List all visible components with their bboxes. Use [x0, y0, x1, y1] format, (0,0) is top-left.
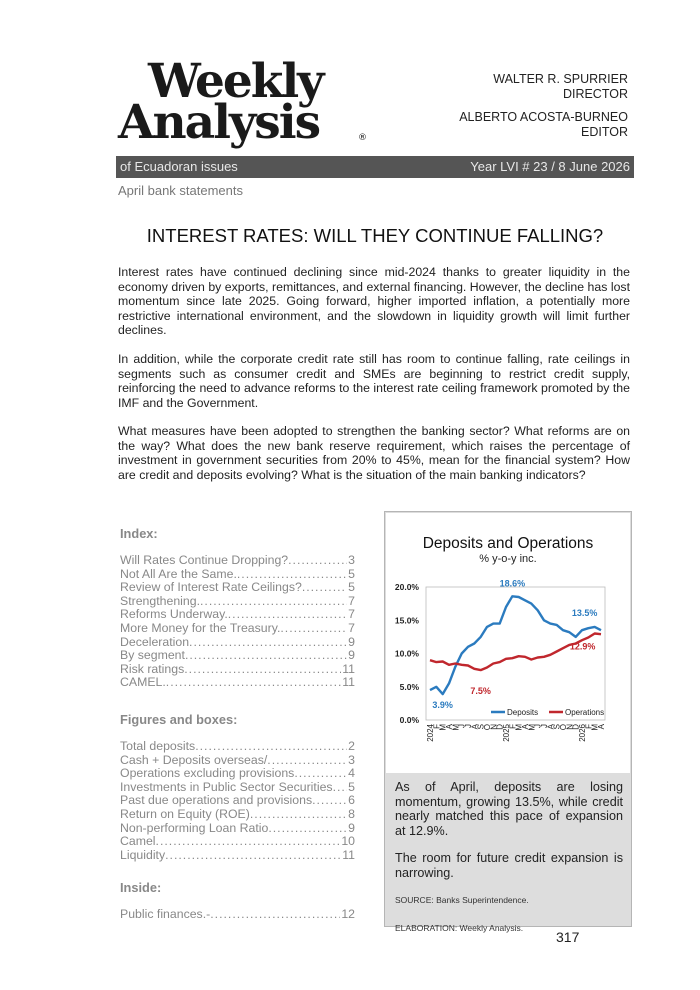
x-tick-label: 2025	[502, 724, 511, 742]
index-entry	[120, 636, 355, 650]
index-leader-dots	[312, 794, 347, 808]
logo-weekly: Weekly	[148, 54, 323, 109]
index-entry-title: Non-performing Loan Ratio	[120, 821, 269, 835]
data-label: 7.5%	[470, 686, 491, 697]
index-leader-dots	[280, 622, 347, 636]
index-leader-dots	[294, 767, 347, 781]
index-entry-page: 3	[348, 753, 355, 767]
index-entry-page: 5	[348, 581, 355, 595]
box-paragraph: The room for future credit expansion is narrowing.	[395, 851, 623, 880]
index-entry-page: 11	[342, 848, 355, 862]
x-tick-label: N	[565, 724, 575, 730]
index-entry	[120, 595, 355, 609]
index-entry-page: 6	[348, 794, 355, 808]
index-entry-page: 9	[348, 635, 355, 649]
x-tick-label: A	[597, 724, 606, 730]
index-entry	[120, 649, 355, 663]
x-tick-label: F	[584, 724, 594, 729]
y-tick-label: 10.0%	[394, 648, 419, 659]
index-entry-page: 8	[348, 807, 355, 821]
x-tick-label: S	[552, 724, 562, 730]
figures-heading: Figures and boxes:	[120, 712, 238, 727]
index-entry-page: 5	[348, 780, 355, 794]
chart-box	[384, 511, 632, 933]
index-entry-title: Public finances.-	[120, 908, 211, 921]
index-entry	[120, 581, 355, 595]
x-tick-label: F	[432, 724, 442, 729]
issue-info: Year LVI # 23 / 8 June 2026	[470, 159, 630, 174]
editor-name: ALBERTO ACOSTA-BURNEO	[459, 110, 628, 124]
director-role: DIRECTOR	[562, 87, 628, 101]
index-entry	[120, 908, 355, 922]
index-entry	[120, 622, 355, 636]
x-tick-label: J	[533, 724, 543, 728]
x-tick-label: 2024	[426, 724, 435, 742]
index-leader-dots	[165, 849, 341, 863]
deposits-operations-chart	[386, 513, 630, 773]
index-entry	[120, 608, 355, 622]
x-tick-label: A	[546, 724, 556, 730]
x-tick-label: N	[489, 724, 499, 730]
index-entry-title: Strengthening.	[120, 594, 200, 608]
index-heading: Index:	[120, 526, 158, 541]
index-entry-page: 7	[348, 608, 355, 622]
x-tick-label: J	[464, 724, 473, 728]
legend-label: Deposits	[507, 708, 539, 717]
index-entry-title: Investments in Public Sector Securities	[120, 780, 333, 794]
y-tick-label: 0.0%	[399, 715, 419, 725]
index-entry	[120, 822, 355, 836]
index-entry-title: Not All Are the Same.	[120, 567, 237, 581]
index-entry-page: 4	[348, 767, 355, 781]
x-tick-label: 2026	[578, 724, 587, 742]
logo-analysis: Analysis	[118, 95, 320, 150]
registered-mark: ®	[358, 133, 367, 143]
box-text	[395, 780, 623, 948]
index-entry	[120, 794, 355, 808]
index-entry-title: Past due operations and provisions	[120, 794, 313, 808]
index-entry	[120, 740, 355, 754]
index-leader-dots	[185, 649, 347, 663]
index-leader-dots	[195, 740, 347, 754]
index-entry-page: 3	[348, 554, 355, 567]
chart-subtitle: % y-o-y inc.	[479, 553, 537, 565]
x-tick-label: M	[527, 724, 537, 731]
series-line-operations	[430, 634, 601, 671]
index-entry	[120, 808, 355, 822]
index-entry-page: 9	[348, 649, 355, 663]
figures-list	[120, 740, 355, 862]
box-source: SOURCE: Banks Superintendence.	[395, 895, 529, 905]
article-paragraph: In addition, while the corporate credit rate still has room to continue falling, rate ceilings in segments such as consumer credit and SMEs are beginning to restrict credit supply, reinforcing the need to advance reforms to the interest rate ceiling framework promoted by the IMF and the Government.	[118, 352, 630, 410]
index-entry	[120, 554, 355, 568]
index-entry	[120, 754, 355, 768]
publication-subtitle: of Ecuadoran issues	[120, 159, 238, 174]
x-tick-label: M	[451, 724, 461, 731]
index-leader-dots	[210, 908, 340, 922]
x-tick-label: M	[590, 724, 600, 731]
article-headline: INTEREST RATES: WILL THEY CONTINUE FALLING?	[146, 225, 604, 246]
index-entry-title: Return on Equity (ROE)	[120, 807, 250, 821]
index-leader-dots	[288, 554, 347, 568]
staff-editor	[459, 110, 628, 140]
index-entry	[120, 835, 355, 849]
issue-bar	[116, 156, 634, 178]
x-tick-label: J	[457, 724, 467, 728]
index-leader-dots	[200, 595, 347, 609]
index-leader-dots	[156, 835, 341, 849]
index-entry-title: Cash + Deposits overseas/	[120, 753, 268, 767]
x-tick-label: D	[571, 724, 581, 730]
section-label: April bank statements	[118, 183, 244, 198]
data-label: 18.6%	[499, 578, 526, 589]
data-label: 12.9%	[569, 641, 596, 652]
masthead-logo	[118, 54, 368, 154]
index-leader-dots	[166, 676, 341, 690]
page-number: 317	[556, 929, 580, 945]
index-leader-dots	[267, 754, 347, 768]
data-label: 13.5%	[571, 607, 598, 618]
chart-title: Deposits and Operations	[422, 535, 594, 552]
index-entry-title: CAMEL.	[120, 676, 166, 690]
index-entry	[120, 767, 355, 781]
editor-role: EDITOR	[581, 125, 628, 139]
y-tick-label: 20.0%	[394, 582, 419, 592]
index-entry	[120, 676, 355, 690]
index-entry-page: 9	[348, 821, 355, 835]
index-leader-dots	[189, 636, 347, 650]
index-entry-title: By segment	[120, 649, 185, 663]
index-entry-title: Risk ratings	[120, 662, 185, 676]
index-leader-dots	[333, 781, 348, 795]
index-leader-dots	[184, 663, 341, 677]
index-list	[120, 554, 355, 690]
x-tick-label: O	[483, 724, 492, 731]
index-leader-dots	[250, 808, 347, 822]
index-entry-page: 5	[348, 567, 355, 581]
index-entry-title: More Money for the Treasury.	[120, 621, 281, 635]
index-entry-title: Will Rates Continue Dropping?	[120, 554, 289, 567]
x-tick-label: A	[521, 724, 530, 730]
x-tick-label: F	[508, 724, 518, 729]
index-entry-title: Operations excluding provisions	[120, 767, 295, 781]
data-label: 3.9%	[432, 700, 453, 711]
x-tick-label: S	[476, 724, 486, 730]
index-leader-dots	[302, 581, 347, 595]
x-tick-label: D	[495, 724, 505, 730]
x-tick-label: J	[540, 724, 549, 728]
staff-director	[493, 72, 628, 102]
index-leader-dots	[228, 608, 347, 622]
x-tick-label: A	[445, 724, 454, 730]
box-paragraph: As of April, deposits are losing momentum, growing 13.5%, while credit nearly matched this pace of expansion at 12.9%.	[395, 780, 623, 838]
index-entry-page: 12	[341, 908, 355, 921]
inside-list	[120, 908, 355, 922]
index-entry-page: 11	[342, 662, 355, 676]
index-entry-title: Deceleration	[120, 635, 190, 649]
index-entry	[120, 781, 355, 795]
index-entry	[120, 568, 355, 582]
index-entry-page: 7	[348, 594, 355, 608]
index-entry-title: Total deposits	[120, 740, 196, 753]
index-entry-page: 7	[348, 621, 355, 635]
director-name: WALTER R. SPURRIER	[493, 72, 628, 86]
index-leader-dots	[268, 822, 347, 836]
index-entry-page: 2	[348, 740, 355, 753]
x-tick-label: O	[559, 724, 568, 731]
y-tick-label: 15.0%	[394, 615, 419, 626]
index-entry	[120, 663, 355, 677]
index-entry-title: Reforms Underway.	[120, 608, 228, 622]
index-entry-page: 11	[342, 676, 355, 690]
index-entry-title: Camel	[120, 835, 156, 849]
x-tick-label: M	[514, 724, 524, 731]
inside-heading: Inside:	[120, 880, 162, 895]
index-entry-page: 10	[341, 835, 355, 849]
legend-label: Operations	[565, 708, 605, 717]
index-entry-title: Liquidity	[120, 848, 166, 862]
chart-area	[386, 513, 630, 773]
article-paragraph: Interest rates have continued declining since mid-2024 thanks to greater liquidity in the economy driven by exports, remittances, and external financing. However, the decline has lost momentum since late 2025. Going forward, higher imported inflation, a potentially more restrictive international environment, and the slowdown in liquidity growth will limit further declines.	[118, 265, 630, 337]
x-tick-label: M	[438, 724, 448, 731]
index-entry-title: Review of Interest Rate Ceilings?	[120, 581, 302, 595]
box-elaboration: ELABORATION: Weekly Analysis.	[395, 922, 524, 933]
y-tick-label: 5.0%	[399, 681, 419, 692]
article-paragraph: What measures have been adopted to strengthen the banking sector? What reforms are on the way? What does the new bank reserve requirement, which raises the percentage of investment in government securities from 20% to 45%, mean for the financial system? How are credit and deposits evolving? What is the situation of the main banking indicators?	[118, 424, 630, 482]
index-leader-dots	[237, 568, 347, 582]
index-entry	[120, 849, 355, 863]
x-tick-label: A	[470, 724, 480, 730]
